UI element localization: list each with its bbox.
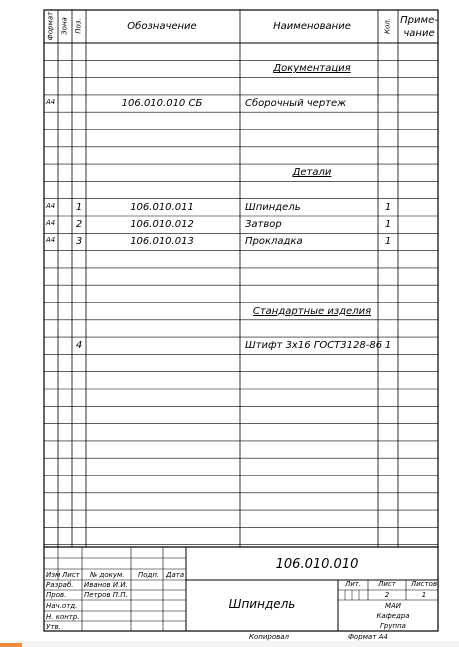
row-format: A4: [46, 201, 56, 210]
col-list: Лист: [62, 571, 80, 579]
header-note-line1: Приме-: [400, 15, 438, 26]
row-qty: 1: [384, 219, 392, 230]
sheet-value: 2: [384, 591, 390, 599]
header-zone: Зона: [60, 17, 69, 35]
row-pos: 2: [75, 219, 83, 230]
row-qty: 1: [384, 340, 392, 352]
section-heading: Детали: [292, 167, 332, 179]
role-approved: Утв.: [46, 623, 61, 631]
row-qty: 1: [384, 201, 392, 213]
row-pos: 3: [75, 236, 83, 248]
header-format: Формат: [46, 11, 55, 41]
doc-number: 106.010.010: [275, 557, 359, 572]
row-pos: 4: [75, 340, 83, 352]
header-designation: Обозначение: [127, 21, 197, 32]
org-line3: Группа: [380, 622, 406, 630]
accent-bar: [0, 643, 22, 647]
col-izm: Изм: [46, 571, 61, 579]
col-sign: Подп.: [138, 571, 160, 579]
header-qty: Кол.: [383, 18, 392, 34]
sheets-value: 1: [421, 591, 427, 599]
header-name: Наименование: [273, 21, 351, 32]
row-name: Прокладка: [245, 236, 303, 248]
row-format: A4: [46, 97, 56, 106]
col-date: Дата: [166, 571, 185, 579]
header-pos: Поз.: [74, 18, 83, 34]
bottom-strip: [0, 641, 459, 647]
row-designation: 106.010.012: [130, 219, 194, 230]
grid-frame: [44, 10, 438, 631]
developer-name: Иванов И.И.: [84, 581, 128, 589]
row-pos: 1: [75, 201, 83, 213]
col-doc-no: № докум.: [90, 571, 125, 579]
footer-format: Формат А4: [348, 633, 388, 641]
role-checked: Пров.: [46, 591, 67, 599]
role-developed: Разраб.: [46, 581, 74, 589]
row-name: Штифт 3х16 ГОСТ3128-86: [245, 340, 383, 352]
org-line2: Кафедра: [376, 612, 410, 620]
row-format: A4: [46, 219, 56, 227]
footer-copied: Копировал: [249, 633, 289, 641]
row-name: Затвор: [245, 219, 282, 230]
row-designation: 106.010.010 СБ: [121, 97, 203, 109]
row-qty: 1: [384, 236, 392, 248]
section-heading: Стандартные изделия: [252, 305, 372, 317]
checker-name: Петров П.П.: [84, 591, 128, 599]
list-label: Лист: [378, 580, 396, 588]
role-ncontrol: Н. контр.: [46, 613, 80, 621]
row-name: Сборочный чертеж: [245, 97, 347, 109]
role-dept: Нач.отд.: [46, 602, 78, 610]
product-title: Шпиндель: [228, 597, 296, 611]
lit-label: Лит.: [344, 580, 362, 588]
row-format: A4: [46, 236, 56, 245]
row-designation: 106.010.013: [130, 236, 194, 248]
listov-label: Листов: [410, 580, 438, 588]
row-designation: 106.010.011: [130, 201, 194, 213]
header-note-line2: чание: [403, 28, 435, 39]
org-line1: МАИ: [384, 602, 402, 610]
section-heading: Документация: [273, 63, 351, 75]
row-name: Шпиндель: [245, 201, 301, 213]
